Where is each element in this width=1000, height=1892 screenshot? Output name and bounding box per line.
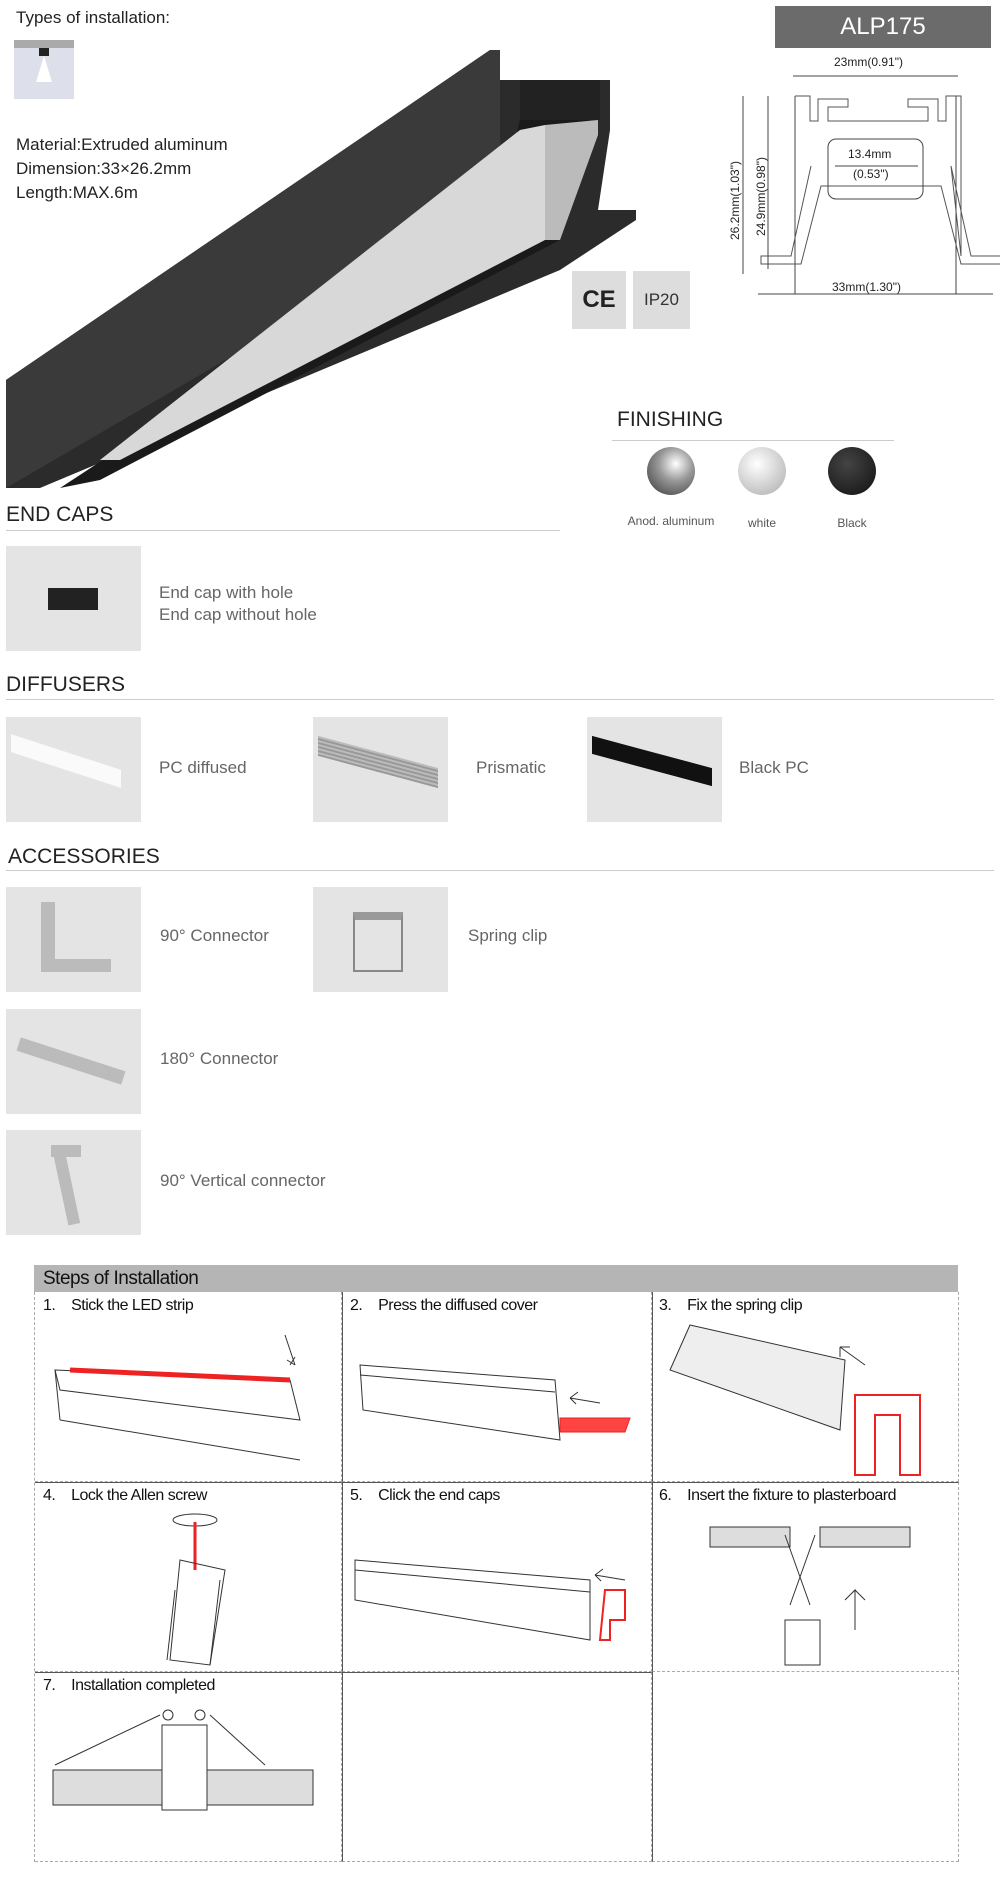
steps-heading: Steps of Installation	[34, 1265, 958, 1292]
ce-mark-icon: CE	[572, 271, 626, 329]
bottom-width-dimension: 33mm(1.30")	[832, 280, 901, 294]
step-1-illustration	[50, 1330, 310, 1470]
diffuser-item: Prismatic	[476, 758, 546, 777]
top-width-dimension: 23mm(0.91")	[834, 55, 903, 69]
step-1-label: 1. Stick the LED strip	[43, 1297, 194, 1314]
diffuser-item: PC diffused	[159, 758, 247, 777]
finishing-heading: FINISHING	[617, 408, 724, 431]
anodized-aluminum-swatch	[647, 447, 695, 495]
step-5-illustration	[350, 1530, 640, 1650]
step-2-illustration	[355, 1350, 635, 1460]
inner-width-dimension: 13.4mm	[848, 147, 892, 161]
step-3-illustration	[665, 1320, 945, 1480]
step-7-illustration	[50, 1695, 320, 1835]
end-cap-image	[6, 546, 141, 651]
spring-clip-image	[313, 887, 448, 992]
accessories-heading: ACCESSORIES	[8, 845, 160, 868]
model-title: ALP175	[775, 6, 991, 48]
finish-label: Black	[837, 516, 867, 530]
installation-types-label: Types of installation:	[16, 8, 171, 27]
step-5-label: 5. Click the end caps	[350, 1487, 500, 1504]
connector-90-image	[6, 887, 141, 992]
material-text: Material:Extruded aluminum	[16, 135, 228, 154]
accessory-item: 90° Vertical connector	[160, 1171, 326, 1190]
black-pc-image	[587, 717, 722, 822]
step-3-label: 3. Fix the spring clip	[659, 1297, 803, 1314]
dimension-text: Dimension:33×26.2mm	[16, 159, 192, 178]
pc-diffused-image	[6, 717, 141, 822]
connector-180-image	[6, 1009, 141, 1114]
inner-width-inch: (0.53")	[853, 167, 889, 181]
diffuser-item: Black PC	[739, 758, 809, 777]
step-6-label: 6. Insert the fixture to plasterboard	[659, 1487, 897, 1504]
step-6-illustration	[705, 1515, 925, 1675]
ip20-badge: IP20	[633, 271, 690, 329]
inner-height-dimension: 24.9mm(0.98")	[754, 157, 768, 236]
end-cap-item: End cap with hole	[159, 583, 294, 602]
prismatic-image	[313, 717, 448, 822]
step-4-illustration	[150, 1510, 270, 1670]
end-cap-item: End cap without hole	[159, 605, 317, 624]
white-swatch	[738, 447, 786, 495]
profile-render-image	[0, 40, 640, 490]
diffusers-heading: DIFFUSERS	[6, 673, 126, 696]
accessory-item: 90° Connector	[160, 926, 269, 945]
step-2-label: 2. Press the diffused cover	[350, 1297, 538, 1314]
step-7-label: 7. Installation completed	[43, 1677, 215, 1694]
end-caps-heading: END CAPS	[6, 503, 114, 526]
finish-label: Anod. aluminum	[627, 514, 715, 528]
accessory-item: 180° Connector	[160, 1049, 279, 1068]
finish-label: white	[747, 516, 776, 530]
accessory-item: Spring clip	[468, 926, 548, 945]
length-text: Length:MAX.6m	[16, 183, 138, 202]
vertical-connector-90-image	[6, 1130, 141, 1235]
black-swatch	[828, 447, 876, 495]
step-4-label: 4. Lock the Allen screw	[43, 1487, 207, 1504]
total-height-dimension: 26.2mm(1.03")	[728, 161, 742, 240]
